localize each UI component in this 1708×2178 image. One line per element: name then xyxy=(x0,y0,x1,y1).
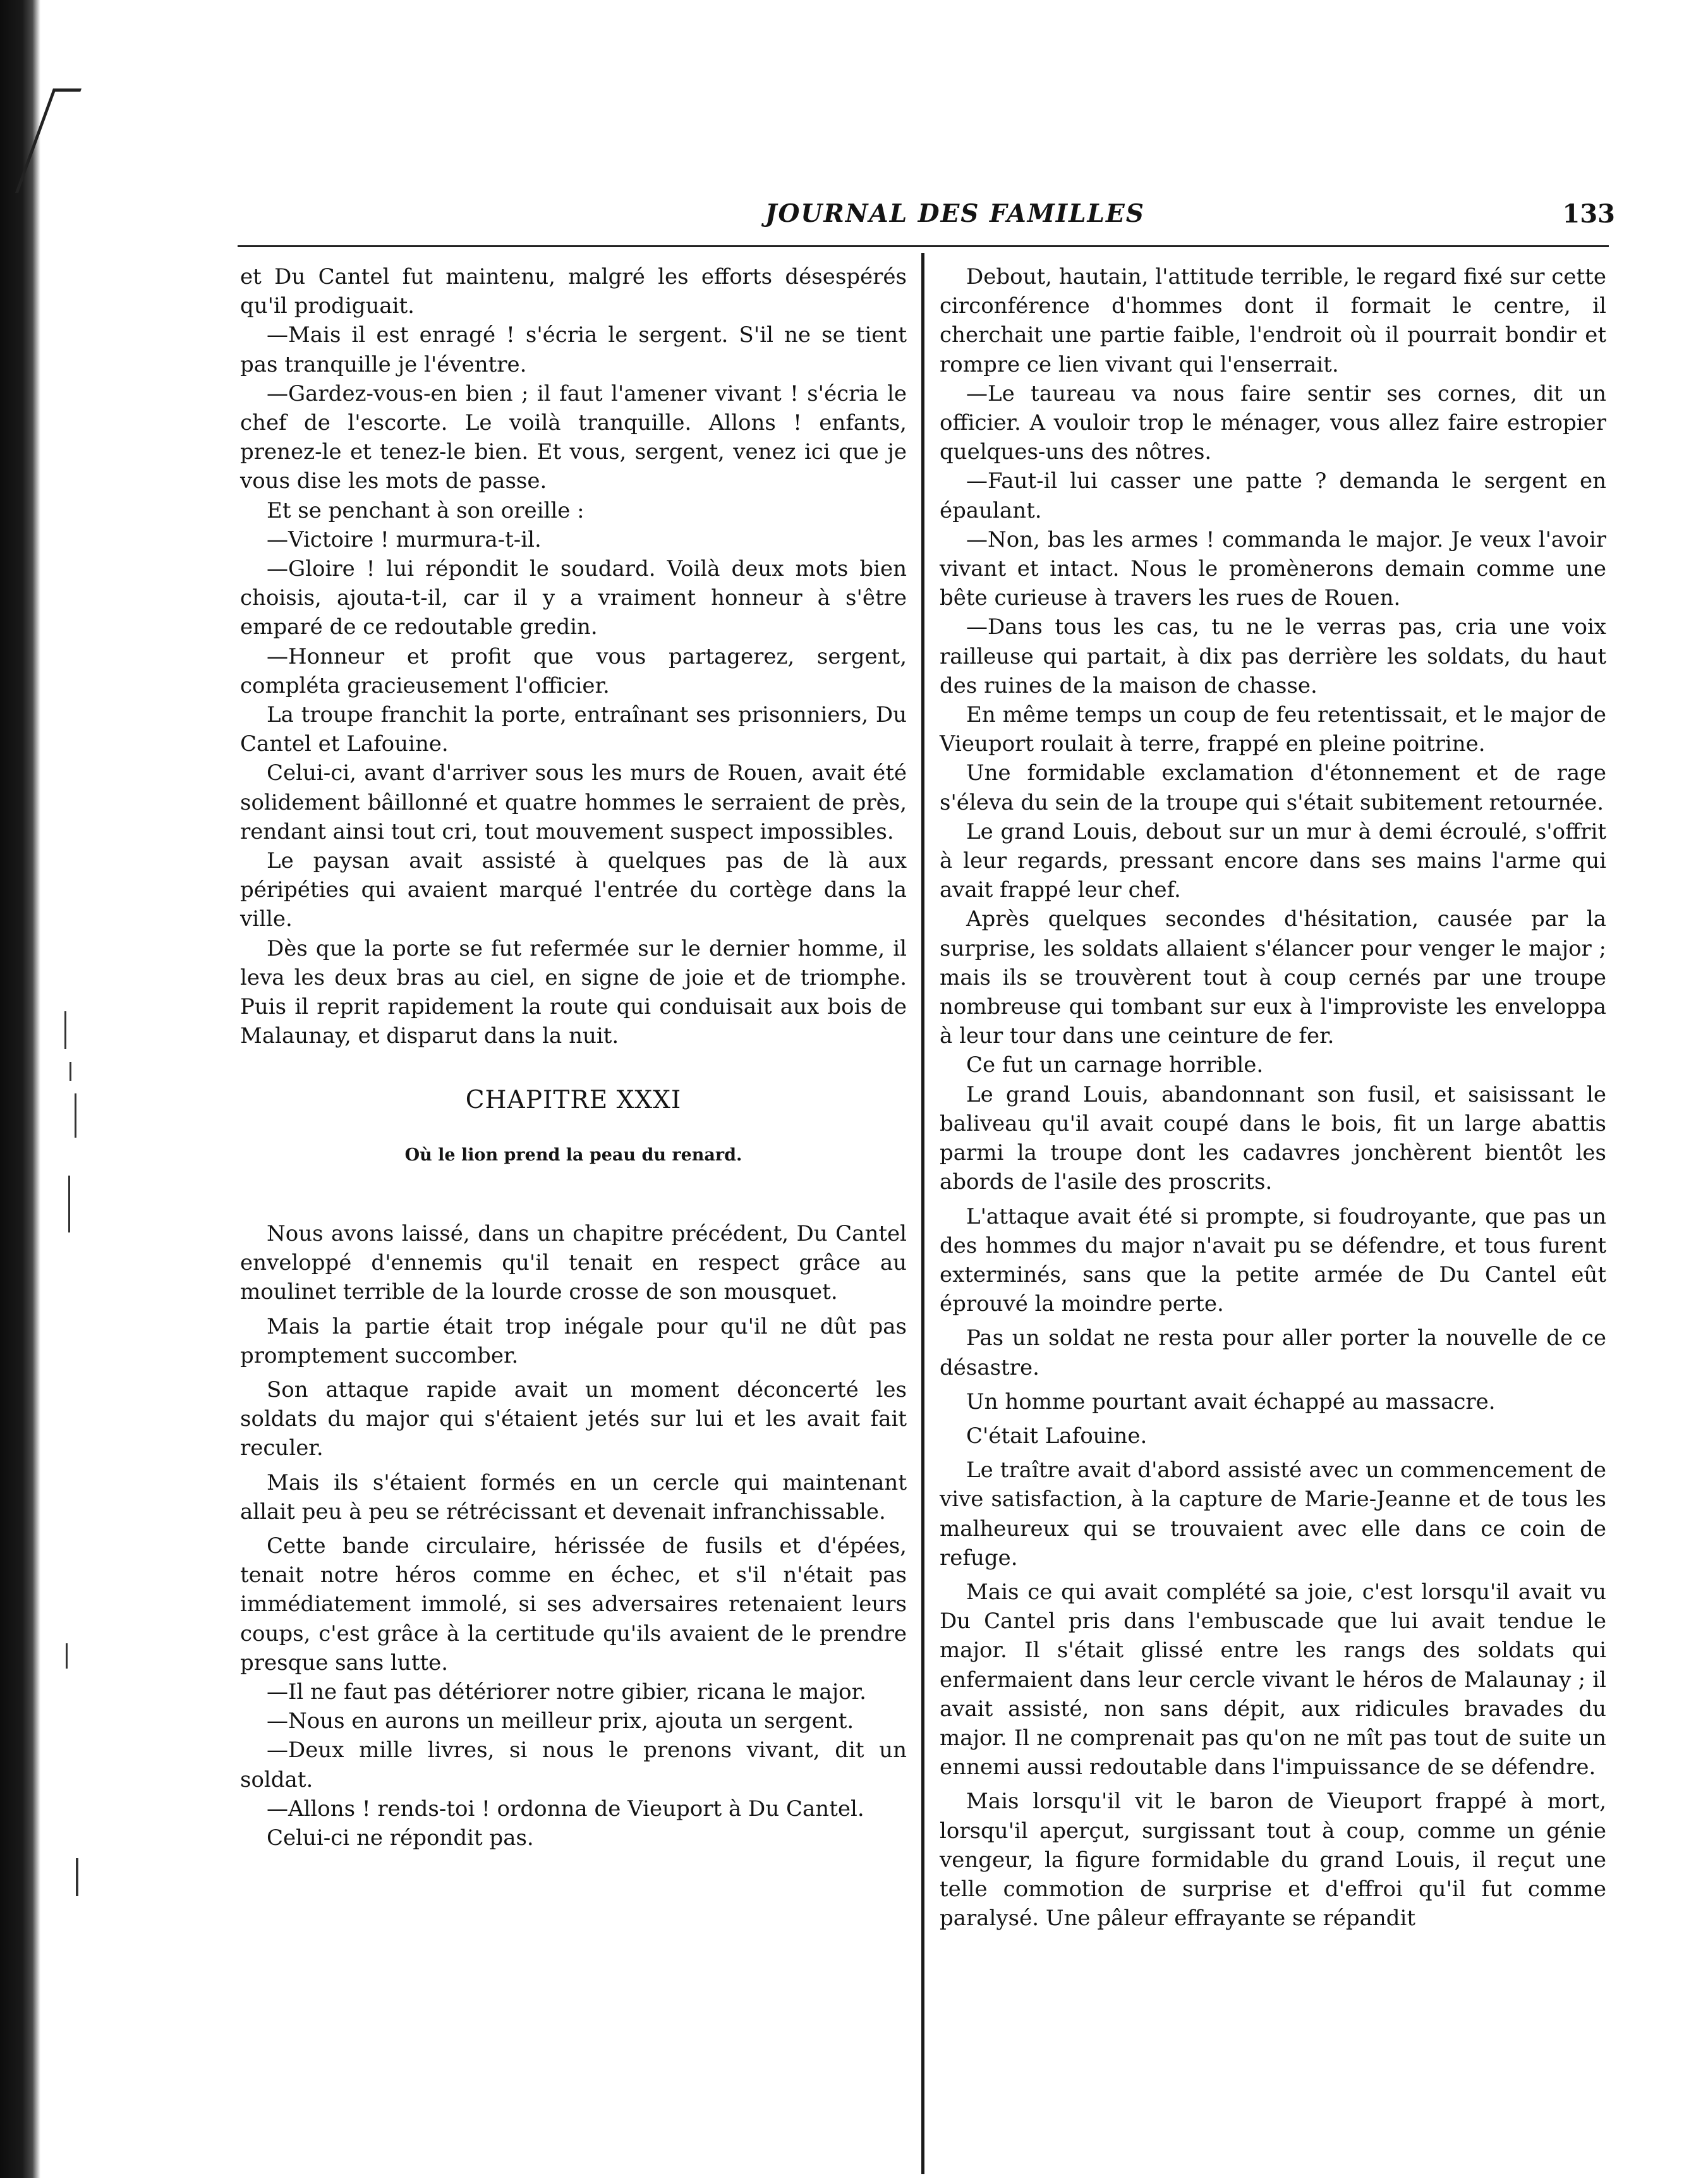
paragraph: —Nous en aurons un meilleur prix, ajouta un sergent. xyxy=(267,1708,854,1734)
paragraph: La troupe franchit la porte, entraînant ses prisonniers, Du Cantel et Lafouine. xyxy=(240,702,907,757)
paragraph: Et se penchant à son oreille : xyxy=(267,497,584,523)
page-number: 133 xyxy=(1562,199,1615,229)
running-head xyxy=(238,199,1615,237)
paragraph: Ce fut un carnage horrible. xyxy=(966,1052,1264,1078)
paragraph: Dès que la porte se fut refermée sur le dernier homme, il leva les deux bras au ciel, en signe de joie et de triomphe. Puis il reprit rapidement la route qui conduisait aux bois de Malaunay, et disparut dans la nuit. xyxy=(240,935,907,1049)
paragraph: Mais lorsqu'il vit le baron de Vieuport frappé à mort, lorsqu'il aperçut, surgissant tout à coup, comme un génie vengeur, la figure formidable du grand Louis, il reçut une telle commotion de surprise et d'effroi qu'il fut comme paralysé. Une pâleur effrayante se répandit xyxy=(940,1789,1606,1932)
chapter-title: CHAPITRE XXXI xyxy=(465,1086,682,1115)
paragraph: —Gloire ! lui répondit le soudard. Voilà deux mots bien choisis, ajouta-t-il, car il y a vraiment honneur à s'être emparé de ce redoutable gredin. xyxy=(240,556,907,640)
right-column xyxy=(940,262,1606,1933)
margin-scan-marks xyxy=(57,1011,101,1896)
paragraph: Cette bande circulaire, hérissée de fusils et d'épées, tenait notre héros comme en échec, et s'il n'était pas immédiatement immolé, si ses adversaires retenaient leurs coups, c'est grâce à la certitude qu'ils avaient de le prendre presque sans lutte. xyxy=(240,1533,907,1676)
paragraph: —Non, bas les armes ! commanda le major. Je veux l'avoir vivant et intact. Nous le promènerons demain comme une bête curieuse à travers les rues de Rouen. xyxy=(940,526,1606,611)
paragraph: Nous avons laissé, dans un chapitre précédent, Du Cantel enveloppé d'ennemis qu'il tenait en respect grâce au moulinet terrible de la lourde crosse de son mousquet. xyxy=(240,1220,907,1305)
journal-title: JOURNAL DES FAMILLES xyxy=(765,199,1145,228)
paragraph: Une formidable exclamation d'étonnement et de rage s'éleva du sein de la troupe qui s'était subitement retournée. xyxy=(940,760,1606,815)
left-column xyxy=(240,262,907,1853)
paragraph: Mais la partie était trop inégale pour qu'il ne dût pas promptement succomber. xyxy=(240,1313,907,1368)
paragraph: Mais ils s'étaient formés en un cercle qui maintenant allait peu à peu se rétrécissant et devenait infranchissable. xyxy=(240,1469,907,1524)
paragraph: Après quelques secondes d'hésitation, causée par la surprise, les soldats allaient s'élancer pour venger le major ; mais ils se trouvèrent tout à coup cernés par une troupe nombreuse qui tombant sur eux à l'improviste les enveloppa à leur tour dans une ceinture de fer. xyxy=(940,906,1606,1049)
paragraph: —Mais il est enragé ! s'écria le sergent. S'il ne se tient pas tranquille je l'éventre. xyxy=(240,322,907,377)
paragraph: Un homme pourtant avait échappé au massacre. xyxy=(966,1389,1496,1414)
paragraph: —Le taureau va nous faire sentir ses cornes, dit un officier. A vouloir trop le ménager, vous allez faire estropier quelques-uns des nôtres. xyxy=(940,380,1606,465)
header-rule xyxy=(238,245,1609,247)
paragraph: Mais ce qui avait complété sa joie, c'est lorsqu'il avait vu Du Cantel pris dans l'embuscade que lui avait tendue le major. Il s'était glissé entre les rangs des soldats qui enfermaient dans leur cercle vivant le héros de Malaunay ; il avait assisté, non sans dépit, aux ridicules bravades du major. Il ne comprenait pas qu'on ne mît pas tout de suite un ennemi aussi redoutable dans l'impuissance de se défendre. xyxy=(940,1579,1606,1780)
paragraph: —Gardez-vous-en bien ; il faut l'amener vivant ! s'écria le chef de l'escorte. Le voilà tranquille. Allons ! enfants, prenez-le et tenez-le bien. Et vous, sergent, venez ici que je vous dise les mots de passe. xyxy=(240,380,907,494)
paragraph: Debout, hautain, l'attitude terrible, le regard fixé sur cette circonférence d'hommes dont il formait le centre, il cherchait une partie faible, l'endroit où il pourrait bondir et rompre ce lien vivant qui l'enserrait. xyxy=(940,264,1606,377)
paragraph: Pas un soldat ne resta pour aller porter la nouvelle de ce désastre. xyxy=(940,1325,1606,1380)
paragraph: Celui-ci ne répondit pas. xyxy=(267,1825,534,1851)
paragraph: —Faut-il lui casser une patte ? demanda le sergent en épaulant. xyxy=(940,468,1606,523)
paragraph: Son attaque rapide avait un moment déconcerté les soldats du major qui s'étaient jetés sur lui et les avait fait reculer. xyxy=(240,1377,907,1461)
paragraph: —Dans tous les cas, tu ne le verras pas, cria une voix railleuse qui partait, à dix pas derrière les soldats, du haut des ruines de la maison de chasse. xyxy=(940,614,1606,698)
paragraph: Le grand Louis, debout sur un mur à demi écroulé, s'offrit à leur regards, pressant encore dans ses mains l'arme qui avait frappé leur chef. xyxy=(940,818,1606,903)
paragraph: —Victoire ! murmura-t-il. xyxy=(267,526,542,552)
paragraph: Le grand Louis, abandonnant son fusil, et saisissant le baliveau qu'il avait coupé dans le bois, fit un large abattis parmi la troupe dont les cadavres jonchèrent bientôt les abords de l'asile des proscrits. xyxy=(940,1081,1606,1195)
paragraph: Celui-ci, avant d'arriver sous les murs de Rouen, avait été solidement bâillonné et quatre hommes le serraient de près, rendant ainsi tout cri, tout mouvement suspect impossibles. xyxy=(240,760,907,844)
paragraph: —Honneur et profit que vous partagerez, sergent, compléta gracieusement l'officier. xyxy=(240,643,907,698)
paragraph: En même temps un coup de feu retentissait, et le major de Vieuport roulait à terre, frappé en pleine poitrine. xyxy=(940,702,1606,757)
paragraph: L'attaque avait été si prompte, si foudroyante, que pas un des hommes du major n'avait pu se défendre, et tous furent exterminés, sans que la petite armée de Du Cantel eût éprouvé la moindre perte. xyxy=(940,1203,1606,1317)
paragraph: Le paysan avait assisté à quelques pas de là aux péripéties qui avaient marqué l'entrée du cortège dans la ville. xyxy=(240,848,907,932)
paragraph: et Du Cantel fut maintenu, malgré les efforts désespérés qu'il prodiguait. xyxy=(240,264,907,319)
paragraph: —Deux mille livres, si nous le prenons vivant, dit un soldat. xyxy=(240,1737,907,1792)
paragraph: Le traître avait d'abord assisté avec un commencement de vive satisfaction, à la capture de Marie-Jeanne et de tous les malheureux qui se trouvaient avec elle dans ce coin de refuge. xyxy=(940,1457,1606,1571)
column-divider xyxy=(921,253,924,2174)
scan-binding-edge xyxy=(0,0,40,2178)
paragraph: —Allons ! rends-toi ! ordonna de Vieuport à Du Cantel. xyxy=(267,1796,864,1822)
chapter-subtitle: Où le lion prend la peau du renard. xyxy=(404,1145,742,1165)
paragraph: C'était Lafouine. xyxy=(966,1423,1148,1449)
paragraph: —Il ne faut pas détériorer notre gibier, ricana le major. xyxy=(267,1679,866,1705)
